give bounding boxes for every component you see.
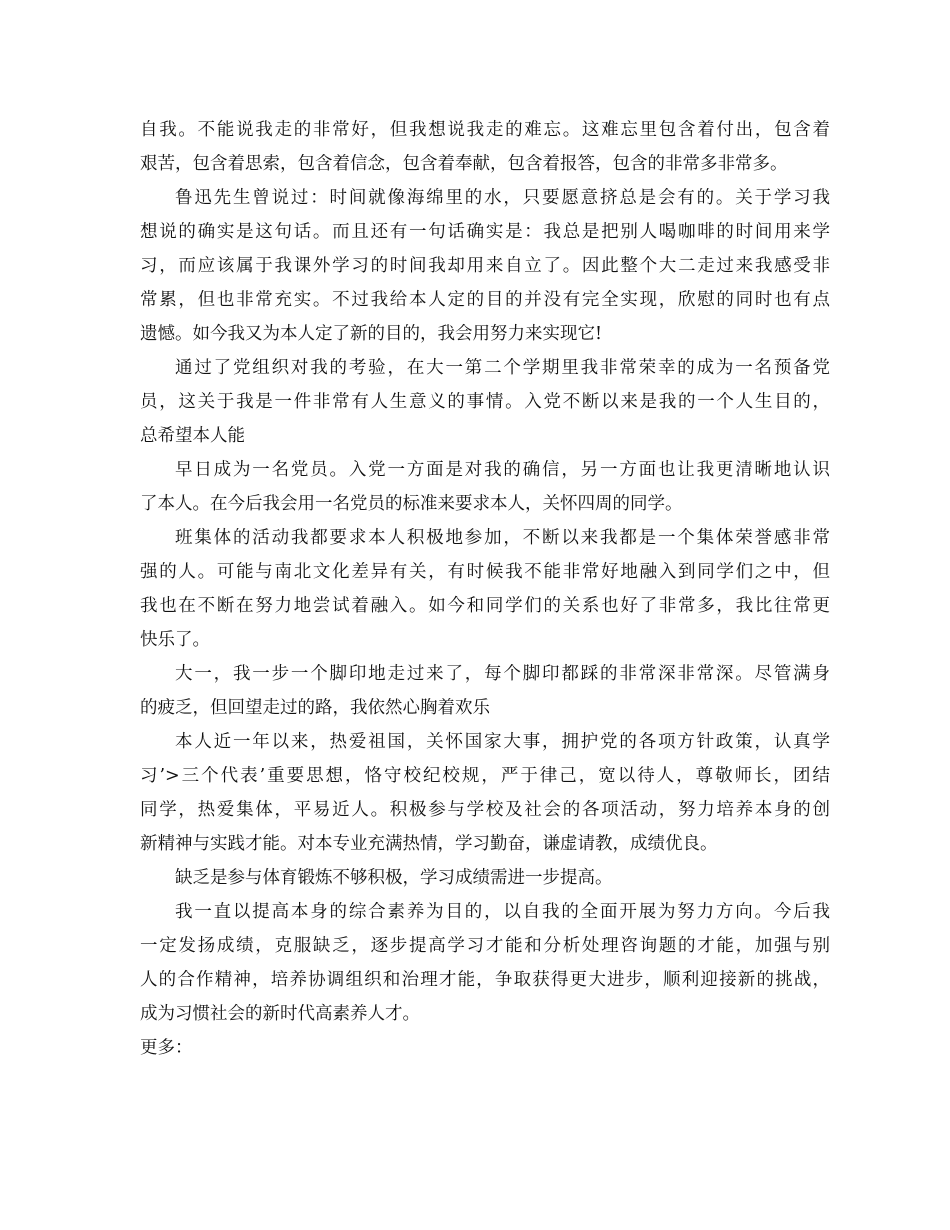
text-line: 常累，但也非常充实。不过我给本人定的目的并没有完全实现，欣慰的同时也有点 — [140, 290, 830, 310]
text-line: 更多： — [140, 1038, 193, 1058]
text-line: 人的合作精神，培养协调组织和治理才能，争取获得更大进步，顺利迎接新的挑战， — [140, 970, 830, 990]
text-line: 鲁迅先生曾说过：时间就像海绵里的水，只要愿意挤总是会有的。关于学习我 — [175, 188, 830, 208]
text-line: 本人近一年以来，热爱祖国，关怀国家大事，拥护党的各项方针政策，认真学 — [175, 732, 830, 752]
text-line: 员，这关于我是一件非常有人生意义的事情。入党不断以来是我的一个人生目的， — [140, 392, 830, 412]
text-line: 我一直以提高本身的综合素养为目的，以自我的全面开展为努力方向。今后我 — [175, 902, 830, 922]
text-line: 艰苦，包含着思索，包含着信念，包含着奉献，包含着报答，包含的非常多非常多。 — [140, 154, 788, 174]
text-line: 总希望本人能 — [140, 426, 245, 446]
text-line: 缺乏是参与体育锻炼不够积极，学习成绩需进一步提高。 — [175, 868, 613, 888]
text-line: 一定发扬成绩，克服缺乏，逐步提高学习才能和分析处理咨询题的才能，加强与别 — [140, 936, 830, 956]
text-line: 了本人。在今后我会用一名党员的标准来要求本人，关怀四周的同学。 — [140, 494, 683, 514]
text-line: 新精神与实践才能。对本专业充满热情，学习勤奋，谦虚请教，成绩优良。 — [140, 834, 718, 854]
text-line: 自我。不能说我走的非常好，但我想说我走的难忘。这难忘里包含着付出，包含着 — [140, 120, 830, 140]
text-line: 习，而应该属于我课外学习的时间我却用来自立了。因此整个大二走过来我感受非 — [140, 256, 830, 276]
text-line: 的疲乏，但回望走过的路，我依然心胸着欢乐 — [140, 698, 490, 718]
text-line: 成为习惯社会的新时代高素养人才。 — [140, 1004, 420, 1024]
text-line: 我也在不断在努力地尝试着融入。如今和同学们的关系也好了非常多，我比往常更 — [140, 596, 830, 616]
text-line: 同学，热爱集体，平易近人。积极参与学校及社会的各项活动，努力培养本身的创 — [140, 800, 830, 820]
text-line: 习’>三个代表’重要思想，恪守校纪校规，严于律己，宽以待人，尊敬师长，团结 — [140, 766, 830, 786]
text-line: 早日成为一名党员。入党一方面是对我的确信，另一方面也让我更清晰地认识 — [175, 460, 830, 480]
text-line: 想说的确实是这句话。而且还有一句话确实是：我总是把别人喝咖啡的时间用来学 — [140, 222, 830, 242]
text-line: 遗憾。如今我又为本人定了新的目的，我会用努力来实现它! — [140, 324, 603, 344]
document-body — [140, 113, 830, 1065]
text-line: 班集体的活动我都要求本人积极地参加，不断以来我都是一个集体荣誉感非常 — [175, 528, 830, 548]
text-line: 强的人。可能与南北文化差异有关，有时候我不能非常好地融入到同学们之中，但 — [140, 562, 830, 582]
text-line: 大一，我一步一个脚印地走过来了，每个脚印都踩的非常深非常深。尽管满身 — [175, 664, 830, 684]
text-line: 快乐了。 — [140, 630, 210, 650]
text-line: 通过了党组织对我的考验，在大一第二个学期里我非常荣幸的成为一名预备党 — [175, 358, 830, 378]
